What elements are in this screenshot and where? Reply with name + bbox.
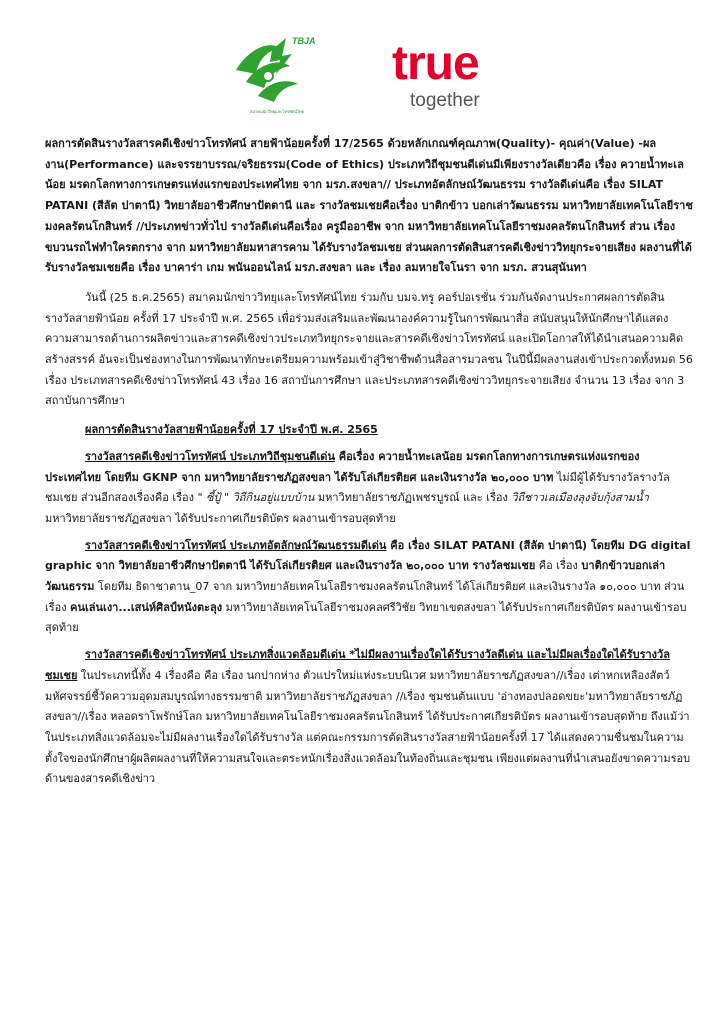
section-culture: [45, 536, 693, 640]
article-body: [45, 134, 693, 790]
true-tagline: together: [410, 90, 480, 111]
section-culture-title-2: คนเล่นเงา...เสน่ห์ศิลป์หนังตะลุง: [70, 600, 223, 614]
section-culture-title-1: บาติกข้าวบอกเล่าวัฒนธรรม: [45, 559, 666, 594]
section-community-title-1: " ซี้ปู้ " วิถีกินอยู่แบบบ้าน: [197, 491, 315, 505]
section-community-text-2: มหาวิทยาลัยราชภัฏเพชรบูรณ์ และ เรื่อง: [314, 491, 512, 505]
section-community-heading: รางวัลสารคดีเชิงข่าวโทรทัศน์ ประเภทวิถีชุมชนดีเด่น: [85, 449, 335, 463]
body-paragraph: วันนี้ (25 ธ.ค.2565) สมาคมนักข่าววิทยุและโทรทัศน์ไทย ร่วมกับ บมจ.ทรู คอร์ปอเรชั่น ร่วมกันจัดงานประกาศผลการตัดสินรางวัลสายฟ้าน้อย ครั้งที่ 17 ประจำปี พ.ศ. 2565 เพื่อร่วมส่งเสริมและพัฒนาองค์ความรู้ในการพัฒนาสื่อ สนับสนุนให้นักศึกษาได้แสดงความสามารถด้านการผลิตข่าวและสารคดีเชิงข่าวประเภทวิทยุกระจายและสารคดีเชิงข่าวโทรทัศน์ และเปิดโอกาสให้ได้นำเสนอความคิดสร้างสรรค์ อันจะเป็นช่องทางในการพัฒนาทักษะเตรียมความพร้อมเข้าสู่วิชาชีพด้านสื่อสารมวลชน ในปีนี้มีผลงานส่งเข้าประกวดทั้งหมด 56 เรื่อง ประเภทสารคดีเชิงข่าวโทรทัศน์ 43 เรื่อง 16 สถาบันการศึกษา และประเภทสารคดีเชิงข่าววิทยุกระจายเสียง จำนวน 13 เรื่อง จาก 3 สถาบันการศึกษา: [45, 290, 693, 408]
section-culture-text-3: มหาวิทยาลัยเทคโนโลยีราชมงคลศรีวิชัย วิทยาเขตสงขลา ได้รับประกาศเกียรติบัตร ผลงานเข้ารอบสุดท้าย: [45, 600, 687, 635]
true-wordmark: true: [392, 37, 479, 90]
section-culture-heading: รางวัลสารคดีเชิงข่าวโทรทัศน์ ประเภทอัตลักษณ์วัฒนธรรมดีเด่น: [85, 538, 387, 552]
section-environment-text: ในประเภทนี้ทั้ง 4 เรื่องคือ คือ เรื่อง นกปากห่าง ตัวแปรใหม่แห่งระบบนิเวศ มหาวิทยาลัยราชภัฏสงขลา//เรื่อง เต่าหกเหลืองสัตว์มหัศจรรย์ชี้วัดความอุดมสมบูรณ์ทางธรรมชาติ มหาวิทยาลัยราชภัฏสงขลา //เรื่อง ชุมชนต้นแบบ 'อ่างทองปลอดขยะ'มหาวิทยาลัยราชภัฏสงขลา//เรื่อง หลอดราโพรักษ์โลก มหาวิทยาลัยเทคโนโลยีราชมงคลรัตนโกสินทร์ ได้รับประกาศเกียรติบัตร ผลงานเข้ารอบสุดท้าย ถึงแม้ว่าในประเภทสิ่งแวดล้อมจะไม่มีผลงานเรื่องใดได้รับรางวัล แต่คณะกรรมการตัดสินรางวัลสายฟ้าน้อยครั้งที่ 17 ได้แสดงความชื่นชมในความตั้งใจของนักศึกษาผู้ผลิตผลงานที่ให้ความสนใจและตระหนักเรื่องสิ่งแวดล้อมในท้องถิ่นและชุมชน เพียงแต่ผลงานที่นำเสนอยังขาดความรอบด้านของสารคดีเชิงข่าว: [45, 668, 691, 786]
section-culture-text-1: คือ เรื่อง: [535, 559, 582, 573]
tbja-logo: [228, 30, 318, 110]
tbja-emblem-icon: [228, 30, 318, 110]
section-community-winner: คือเรื่อง ควายน้ำทะเลน้อย มรดกโลกทางการเกษตรแห่งแรกของประเทศไทย โดยทีม GKNP จาก มหาวิทยาลัยราชภัฏสงขลา ได้รับโล่เกียรติยศ และเงินรางวัล ๒๐,๐๐๐ บาท: [45, 449, 640, 484]
true-logo: [392, 37, 522, 120]
section-environment-heading: รางวัลสารคดีเชิงข่าวโทรทัศน์ ประเภทสิ่งแวดล้อมดีเด่น *ไม่มีผลงานเรื่องใดได้รับรางวัลดีเด่น และไม่มีผลเรื่องใดได้รับรางวัลชมเชย: [45, 648, 670, 682]
section-community-text-1: ไม่มีผู้ได้รับรางวัลรางวัลชมเชย ส่วนอีกสองเรื่องคือ เรื่อง: [45, 470, 670, 505]
section-culture-text-2: โดยทีม ธิดาชาตาน_07 จาก มหาวิทยาลัยเทคโนโลยีราชมงคลรัตนโกสินทร์ ได้โล่เกียรติยศ และเงินรางวัล ๑๐,๐๐๐ บาท ส่วนเรื่อง: [45, 580, 685, 614]
section-community-title-2: วิถีชาวเลเมืองลุงจับกุ้งสามน้ำ: [511, 491, 649, 505]
results-heading: ผลการตัดสินรางวัลสายฟ้าน้อยครั้งที่ 17 ประจำปี พ.ศ. 2565: [85, 423, 378, 437]
intro-paragraph: ผลการตัดสินรางวัลสารคดีเชิงข่าวโทรทัศน์ สายฟ้าน้อยครั้งที่ 17/2565 ด้วยหลักเกณฑ์คุณภาพ(Quality)- คุณค่า(Value) -ผลงาน(Performance) และจรรยาบรรณ/จริยธรรม(Code of Ethics) ประเภทวิถีชุมชนดีเด่นมีเพียงรางวัลเดียวคือ เรื่อง ควายน้ำทะเลน้อย มรดกโลกทางการเกษตรแห่งแรกของประเทศไทย จาก มรภ.สงขลา// ประเภทอัตลักษณ์วัฒนธรรม รางวัลดีเด่นคือ เรื่อง SILAT PATANI (สีลัต ปาตานี) วิทยาลัยอาชีวศึกษาปัตตานี และ รางวัลชมเชยคือเรื่อง บาติกข้าว บอกเล่าวัฒนธรรม มหาวิทยาลัยเทคโนโลยีราชมงคลรัตนโกสินทร์ //ประเภทข่าวทั่วไป รางวัลดีเด่นคือเรื่อง ครูมืออาชีพ จาก มหาวิทยาลัยเทคโนโลยีราชมงคลรัตนโกสินทร์ ส่วน เรื่อง ขบวนรถไฟทำใครตกราง จาก มหาวิทยาลัยมหาสารคาม ได้รับรางวัลชมเชย ส่วนผลการตัดสินสารคดีเชิงข่าววิทยุกระจายเสียง ผลงานที่ได้รับรางวัลชมเชยคือ เรื่อง บาคาร่า เกม พนันออนไลน์ มรภ.สงขลา และ เรื่อง ลมหายใจโนรา จาก มรภ. สวนสุนันทา: [45, 137, 693, 275]
tbja-letters: TBJA: [292, 36, 316, 46]
logo-header: [0, 30, 725, 120]
section-environment: [45, 645, 693, 790]
section-community-text-3: มหาวิทยาลัยราชภัฏสงขลา ได้รับประกาศเกียรติบัตร ผลงานเข้ารอบสุดท้าย: [45, 511, 396, 525]
tbja-caption: สมาคมนักวิทยุและโทรทัศน์ไทย: [249, 109, 305, 114]
section-community: [45, 447, 693, 530]
section-culture-winner: คือ เรื่อง SILAT PATANI (สีลัต ปาตานี) โดยทีม DG digital graphic จาก วิทยาลัยอาชีวศึกษาปัตตานี ได้รับโล่เกียรติยศ และเงินรางวัล ๒๐,๐๐๐ บาท รางวัลชมเชย: [45, 538, 691, 573]
